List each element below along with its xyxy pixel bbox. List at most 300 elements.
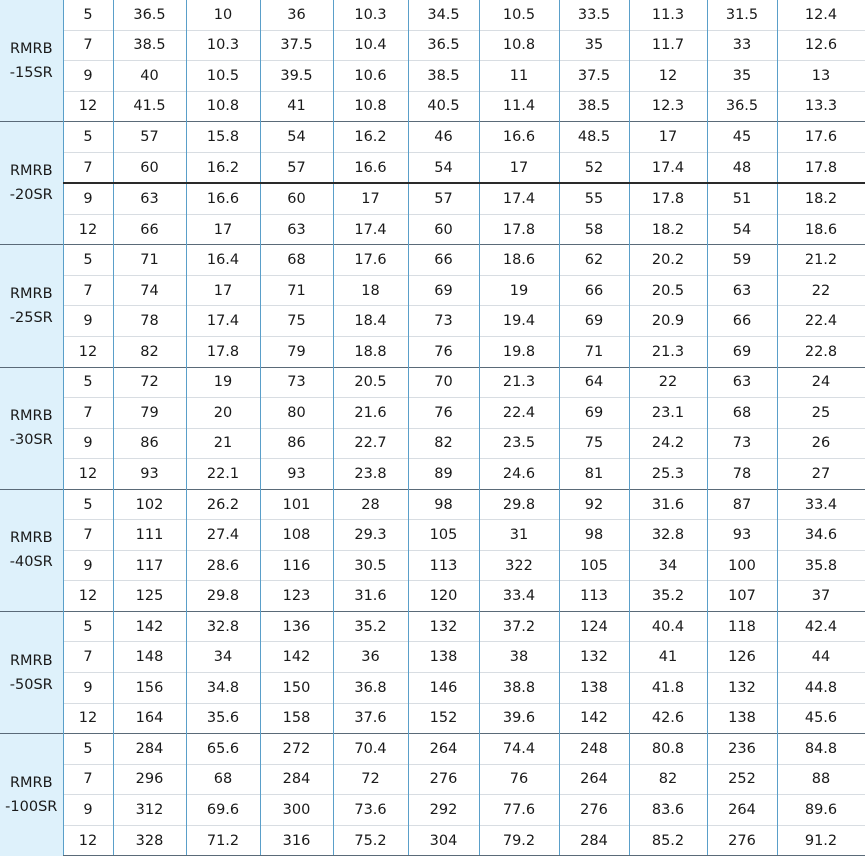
table-row (0, 30, 865, 61)
value-cell: 10.6 (333, 61, 408, 92)
value-cell: 9 (63, 795, 113, 826)
value-cell: 65.6 (186, 734, 260, 765)
value-cell: 17 (186, 214, 260, 245)
value-cell: 36.5 (408, 30, 479, 61)
value-cell: 11.4 (479, 91, 559, 122)
value-cell: 124 (559, 611, 629, 642)
value-cell: 5 (63, 367, 113, 398)
value-cell: 12 (629, 61, 707, 92)
value-cell: 13 (777, 61, 865, 92)
value-cell: 70.4 (333, 734, 408, 765)
value-cell: 158 (260, 703, 333, 734)
value-cell: 21.3 (479, 367, 559, 398)
value-cell: 66 (113, 214, 186, 245)
value-cell: 264 (707, 795, 777, 826)
value-cell: 10.8 (186, 91, 260, 122)
value-cell: 12 (63, 825, 113, 856)
value-cell: 45.6 (777, 703, 865, 734)
value-cell: 17.8 (777, 152, 865, 183)
model-cell (0, 489, 63, 611)
value-cell: 17 (479, 152, 559, 183)
value-cell: 36.5 (707, 91, 777, 122)
value-cell: 38.5 (408, 61, 479, 92)
value-cell: 69 (559, 306, 629, 337)
value-cell: 42.4 (777, 611, 865, 642)
value-cell: 41 (629, 642, 707, 673)
value-cell: 35.8 (777, 550, 865, 581)
value-cell: 9 (63, 550, 113, 581)
value-cell: 7 (63, 520, 113, 551)
value-cell: 71.2 (186, 825, 260, 856)
value-cell: 69 (559, 398, 629, 429)
value-cell: 18.6 (777, 214, 865, 245)
model-name: RMRB (9, 40, 53, 57)
table-row (0, 367, 865, 398)
value-cell: 10.3 (186, 30, 260, 61)
value-cell: 17 (629, 122, 707, 153)
value-cell: 150 (260, 673, 333, 704)
value-cell: 23.5 (479, 428, 559, 459)
model-name: RMRB (9, 285, 53, 302)
value-cell: 9 (63, 673, 113, 704)
value-cell: 93 (113, 459, 186, 490)
value-cell: 68 (707, 398, 777, 429)
value-cell: 105 (559, 550, 629, 581)
value-cell: 16.6 (186, 183, 260, 214)
value-cell: 296 (113, 764, 186, 795)
value-cell: 5 (63, 489, 113, 520)
value-cell: 60 (260, 183, 333, 214)
value-cell: 76 (408, 398, 479, 429)
value-cell: 93 (707, 520, 777, 551)
value-cell: 70 (408, 367, 479, 398)
value-cell: 116 (260, 550, 333, 581)
table-row (0, 91, 865, 122)
value-cell: 17.6 (777, 122, 865, 153)
value-cell: 31.6 (333, 581, 408, 612)
value-cell: 25 (777, 398, 865, 429)
value-cell: 75 (559, 428, 629, 459)
value-cell: 21.6 (333, 398, 408, 429)
value-cell: 328 (113, 825, 186, 856)
value-cell: 22 (777, 275, 865, 306)
value-cell: 72 (333, 764, 408, 795)
model-name: RMRB (9, 408, 53, 425)
value-cell: 34.8 (186, 673, 260, 704)
value-cell: 102 (113, 489, 186, 520)
table-row (0, 122, 865, 153)
value-cell: 33 (707, 30, 777, 61)
value-cell: 84.8 (777, 734, 865, 765)
value-cell: 60 (408, 214, 479, 245)
value-cell: 60 (113, 152, 186, 183)
value-cell: 272 (260, 734, 333, 765)
value-cell: 33.4 (479, 581, 559, 612)
value-cell: 58 (559, 214, 629, 245)
value-cell: 284 (260, 764, 333, 795)
value-cell: 48 (707, 152, 777, 183)
table-row (0, 703, 865, 734)
table-row (0, 734, 865, 765)
value-cell: 33.5 (559, 0, 629, 30)
value-cell: 41.5 (113, 91, 186, 122)
value-cell: 93 (260, 459, 333, 490)
value-cell: 17.8 (186, 337, 260, 368)
value-cell: 15.8 (186, 122, 260, 153)
value-cell: 42.6 (629, 703, 707, 734)
value-cell: 54 (707, 214, 777, 245)
value-cell: 79 (260, 337, 333, 368)
value-cell: 19.4 (479, 306, 559, 337)
value-cell: 276 (559, 795, 629, 826)
table-row (0, 611, 865, 642)
value-cell: 126 (707, 642, 777, 673)
value-cell: 40 (113, 61, 186, 92)
value-cell: 16.2 (186, 152, 260, 183)
value-cell: 41 (260, 91, 333, 122)
value-cell: 17.6 (333, 245, 408, 276)
value-cell: 32.8 (629, 520, 707, 551)
value-cell: 40.5 (408, 91, 479, 122)
table-row (0, 398, 865, 429)
value-cell: 20.9 (629, 306, 707, 337)
table-row (0, 0, 865, 30)
value-cell: 89 (408, 459, 479, 490)
value-cell: 57 (408, 183, 479, 214)
value-cell: 22 (629, 367, 707, 398)
value-cell: 79.2 (479, 825, 559, 856)
value-cell: 17 (186, 275, 260, 306)
value-cell: 68 (186, 764, 260, 795)
value-cell: 142 (260, 642, 333, 673)
value-cell: 76 (408, 337, 479, 368)
value-cell: 12.6 (777, 30, 865, 61)
table-row (0, 489, 865, 520)
value-cell: 72 (113, 367, 186, 398)
value-cell: 7 (63, 30, 113, 61)
value-cell: 300 (260, 795, 333, 826)
value-cell: 37.2 (479, 611, 559, 642)
value-cell: 7 (63, 152, 113, 183)
value-cell: 37.5 (260, 30, 333, 61)
value-cell: 248 (559, 734, 629, 765)
model-suffix: -40SR (9, 554, 53, 571)
value-cell: 34.5 (408, 0, 479, 30)
value-cell: 66 (707, 306, 777, 337)
value-cell: 98 (559, 520, 629, 551)
value-cell: 11.3 (629, 0, 707, 30)
value-cell: 316 (260, 825, 333, 856)
value-cell: 24.6 (479, 459, 559, 490)
value-cell: 86 (260, 428, 333, 459)
table-row (0, 550, 865, 581)
value-cell: 54 (260, 122, 333, 153)
value-cell: 82 (408, 428, 479, 459)
model-cell (0, 0, 63, 122)
value-cell: 22.4 (777, 306, 865, 337)
value-cell: 7 (63, 275, 113, 306)
value-cell: 138 (707, 703, 777, 734)
value-cell: 37.6 (333, 703, 408, 734)
model-cell (0, 611, 63, 733)
value-cell: 7 (63, 398, 113, 429)
value-cell: 100 (707, 550, 777, 581)
model-suffix: -30SR (9, 432, 53, 449)
value-cell: 12 (63, 214, 113, 245)
model-suffix: -100SR (5, 798, 58, 815)
value-cell: 73.6 (333, 795, 408, 826)
value-cell: 21.3 (629, 337, 707, 368)
table-row (0, 673, 865, 704)
value-cell: 12 (63, 459, 113, 490)
value-cell: 36.5 (113, 0, 186, 30)
value-cell: 20.5 (629, 275, 707, 306)
value-cell: 117 (113, 550, 186, 581)
value-cell: 87 (707, 489, 777, 520)
model-suffix: -50SR (9, 676, 53, 693)
value-cell: 5 (63, 122, 113, 153)
value-cell: 45 (707, 122, 777, 153)
value-cell: 123 (260, 581, 333, 612)
value-cell: 29.8 (479, 489, 559, 520)
value-cell: 38.5 (113, 30, 186, 61)
value-cell: 80.8 (629, 734, 707, 765)
value-cell: 18 (333, 275, 408, 306)
value-cell: 132 (707, 673, 777, 704)
value-cell: 40.4 (629, 611, 707, 642)
value-cell: 12 (63, 337, 113, 368)
value-cell: 92 (559, 489, 629, 520)
value-cell: 304 (408, 825, 479, 856)
value-cell: 16.2 (333, 122, 408, 153)
value-cell: 9 (63, 61, 113, 92)
value-cell: 18.6 (479, 245, 559, 276)
value-cell: 73 (260, 367, 333, 398)
value-cell: 31 (479, 520, 559, 551)
value-cell: 36 (333, 642, 408, 673)
value-cell: 76 (479, 764, 559, 795)
table-row (0, 337, 865, 368)
value-cell: 18.2 (629, 214, 707, 245)
value-cell: 22.8 (777, 337, 865, 368)
value-cell: 30.5 (333, 550, 408, 581)
value-cell: 23.8 (333, 459, 408, 490)
value-cell: 10.4 (333, 30, 408, 61)
value-cell: 51 (707, 183, 777, 214)
value-cell: 33.4 (777, 489, 865, 520)
value-cell: 35 (559, 30, 629, 61)
value-cell: 164 (113, 703, 186, 734)
value-cell: 29.3 (333, 520, 408, 551)
table-row (0, 825, 865, 856)
value-cell: 101 (260, 489, 333, 520)
model-name: RMRB (9, 530, 53, 547)
table-row (0, 214, 865, 245)
value-cell: 132 (408, 611, 479, 642)
value-cell: 82 (113, 337, 186, 368)
value-cell: 75.2 (333, 825, 408, 856)
value-cell: 79 (113, 398, 186, 429)
value-cell: 38.5 (559, 91, 629, 122)
value-cell: 292 (408, 795, 479, 826)
value-cell: 35.2 (333, 611, 408, 642)
value-cell: 77.6 (479, 795, 559, 826)
value-cell: 113 (559, 581, 629, 612)
table-row (0, 245, 865, 276)
value-cell: 276 (707, 825, 777, 856)
value-cell: 10.8 (479, 30, 559, 61)
value-cell: 276 (408, 764, 479, 795)
value-cell: 86 (113, 428, 186, 459)
value-cell: 10.5 (186, 61, 260, 92)
value-cell: 75 (260, 306, 333, 337)
value-cell: 156 (113, 673, 186, 704)
value-cell: 264 (559, 764, 629, 795)
value-cell: 284 (559, 825, 629, 856)
table-row (0, 428, 865, 459)
table-row (0, 459, 865, 490)
value-cell: 18.8 (333, 337, 408, 368)
value-cell: 136 (260, 611, 333, 642)
value-cell: 63 (707, 275, 777, 306)
value-cell: 120 (408, 581, 479, 612)
model-suffix: -15SR (9, 64, 53, 81)
model-name: RMRB (9, 652, 53, 669)
value-cell: 34 (629, 550, 707, 581)
value-cell: 44.8 (777, 673, 865, 704)
value-cell: 48.5 (559, 122, 629, 153)
value-cell: 28 (333, 489, 408, 520)
value-cell: 19 (479, 275, 559, 306)
value-cell: 69 (707, 337, 777, 368)
value-cell: 63 (260, 214, 333, 245)
value-cell: 284 (113, 734, 186, 765)
value-cell: 16.6 (479, 122, 559, 153)
value-cell: 148 (113, 642, 186, 673)
value-cell: 39.5 (260, 61, 333, 92)
value-cell: 132 (559, 642, 629, 673)
model-suffix: -25SR (9, 309, 53, 326)
value-cell: 66 (408, 245, 479, 276)
value-cell: 34.6 (777, 520, 865, 551)
model-cell (0, 734, 63, 856)
value-cell: 125 (113, 581, 186, 612)
model-name: RMRB (9, 774, 53, 791)
value-cell: 28.6 (186, 550, 260, 581)
value-cell: 46 (408, 122, 479, 153)
value-cell: 73 (707, 428, 777, 459)
value-cell: 264 (408, 734, 479, 765)
value-cell: 10.8 (333, 91, 408, 122)
model-name: RMRB (9, 163, 53, 180)
value-cell: 31.5 (707, 0, 777, 30)
value-cell: 52 (559, 152, 629, 183)
value-cell: 118 (707, 611, 777, 642)
value-cell: 146 (408, 673, 479, 704)
model-cell (0, 245, 63, 367)
value-cell: 73 (408, 306, 479, 337)
value-cell: 21.2 (777, 245, 865, 276)
value-cell: 63 (113, 183, 186, 214)
value-cell: 18.4 (333, 306, 408, 337)
value-cell: 74.4 (479, 734, 559, 765)
value-cell: 22.1 (186, 459, 260, 490)
value-cell: 111 (113, 520, 186, 551)
value-cell: 12 (63, 91, 113, 122)
value-cell: 105 (408, 520, 479, 551)
value-cell: 138 (408, 642, 479, 673)
value-cell: 82 (629, 764, 707, 795)
value-cell: 44 (777, 642, 865, 673)
value-cell: 138 (559, 673, 629, 704)
table-row (0, 61, 865, 92)
value-cell: 89.6 (777, 795, 865, 826)
value-cell: 37.5 (559, 61, 629, 92)
value-cell: 5 (63, 611, 113, 642)
value-cell: 10 (186, 0, 260, 30)
value-cell: 59 (707, 245, 777, 276)
value-cell: 74 (113, 275, 186, 306)
model-cell (0, 367, 63, 489)
value-cell: 10.3 (333, 0, 408, 30)
value-cell: 85.2 (629, 825, 707, 856)
value-cell: 35 (707, 61, 777, 92)
value-cell: 7 (63, 642, 113, 673)
value-cell: 20.5 (333, 367, 408, 398)
value-cell: 108 (260, 520, 333, 551)
value-cell: 69.6 (186, 795, 260, 826)
value-cell: 18.2 (777, 183, 865, 214)
value-cell: 11 (479, 61, 559, 92)
value-cell: 98 (408, 489, 479, 520)
value-cell: 80 (260, 398, 333, 429)
value-cell: 152 (408, 703, 479, 734)
value-cell: 142 (113, 611, 186, 642)
model-suffix: -20SR (9, 187, 53, 204)
value-cell: 68 (260, 245, 333, 276)
value-cell: 17.4 (333, 214, 408, 245)
value-cell: 17.8 (629, 183, 707, 214)
value-cell: 88 (777, 764, 865, 795)
value-cell: 13.3 (777, 91, 865, 122)
model-cell (0, 122, 63, 245)
value-cell: 11.7 (629, 30, 707, 61)
value-cell: 17.4 (186, 306, 260, 337)
value-cell: 12.4 (777, 0, 865, 30)
value-cell: 5 (63, 0, 113, 30)
value-cell: 71 (559, 337, 629, 368)
value-cell: 55 (559, 183, 629, 214)
value-cell: 5 (63, 245, 113, 276)
value-cell: 27.4 (186, 520, 260, 551)
value-cell: 26.2 (186, 489, 260, 520)
value-cell: 20.2 (629, 245, 707, 276)
value-cell: 57 (260, 152, 333, 183)
value-cell: 236 (707, 734, 777, 765)
value-cell: 17.4 (629, 152, 707, 183)
table-row (0, 183, 865, 214)
value-cell: 12 (63, 581, 113, 612)
value-cell: 142 (559, 703, 629, 734)
value-cell: 39.6 (479, 703, 559, 734)
value-cell: 12.3 (629, 91, 707, 122)
value-cell: 9 (63, 306, 113, 337)
value-cell: 69 (408, 275, 479, 306)
value-cell: 7 (63, 764, 113, 795)
value-cell: 113 (408, 550, 479, 581)
value-cell: 35.2 (629, 581, 707, 612)
value-cell: 22.4 (479, 398, 559, 429)
